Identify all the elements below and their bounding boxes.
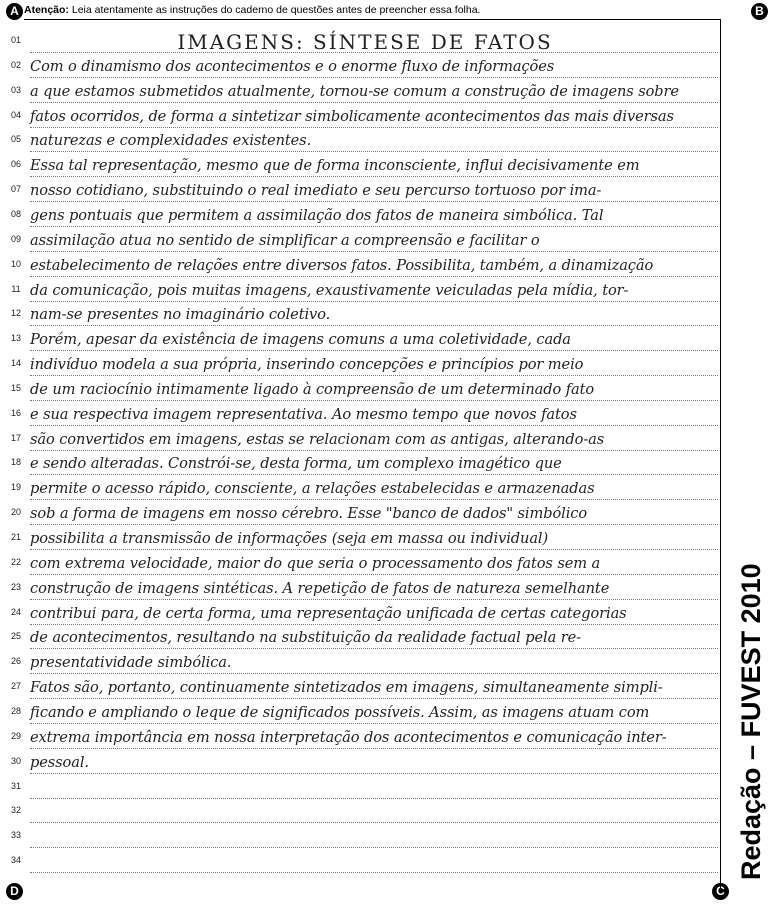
ruled-line xyxy=(30,474,718,475)
line-number: 28 xyxy=(10,705,21,716)
line-number: 08 xyxy=(10,208,21,219)
essay-line: Fatos são, portanto, continuamente sintetizados em imagens, simultaneamente simpli- xyxy=(30,679,663,697)
line-number: 33 xyxy=(10,830,21,841)
ruled-line xyxy=(30,251,718,252)
essay-line: nosso cotidiano, substituindo o real imediato e seu percurso tortuoso por ima- xyxy=(30,182,602,200)
line-number: 11 xyxy=(11,283,21,294)
ruled-line xyxy=(30,574,718,575)
essay-line: com extrema velocidade, maior do que seria o processamento dos fatos sem a xyxy=(30,554,601,572)
line-number: 12 xyxy=(10,308,21,319)
line-number: 01 xyxy=(10,35,21,45)
line-number: 17 xyxy=(10,432,21,443)
line-number: 26 xyxy=(10,656,21,667)
essay-line: extrema importância em nossa interpretação dos acontecimentos e comunicação inter- xyxy=(30,728,667,746)
ruled-line xyxy=(30,201,718,202)
line-number: 15 xyxy=(10,382,21,393)
ruled-line xyxy=(30,151,718,152)
essay-line: Porém, apesar da existência de imagens comuns a uma coletividade, cada xyxy=(30,331,571,349)
essay-line: permite o acesso rápido, consciente, a relações estabelecidas e armazenadas xyxy=(30,480,595,498)
ruled-line xyxy=(30,425,718,426)
ruled-line xyxy=(30,400,718,401)
line-number: 22 xyxy=(10,556,21,567)
essay-line: pessoal. xyxy=(30,753,89,771)
line-number: 13 xyxy=(10,333,21,344)
ruled-line xyxy=(30,499,718,500)
essay-line: da comunicação, pois muitas imagens, exaustivamente veiculadas pela mídia, tor- xyxy=(30,281,629,299)
line-number: 04 xyxy=(10,109,21,120)
ruled-line xyxy=(30,549,718,550)
essay-line: a que estamos submetidos atualmente, tornou-se comum a construção de imagens sobre xyxy=(30,82,679,100)
essay-line: presentatividade simbólica. xyxy=(30,654,232,672)
essay-line: construção de imagens sintéticas. A repetição de fatos de natureza semelhante xyxy=(30,579,610,597)
line-number: 27 xyxy=(10,681,21,692)
line-number: 16 xyxy=(10,407,21,418)
ruled-line xyxy=(30,723,718,724)
notice-text: Leia atentamente as instruções do caderno de questões antes de preencher essa folha. xyxy=(71,4,481,16)
ruled-line xyxy=(30,77,718,78)
line-number: 31 xyxy=(10,780,21,791)
corner-mark-c: C xyxy=(712,883,729,900)
ruled-line xyxy=(30,375,718,376)
line-number: 14 xyxy=(10,358,21,369)
line-number: 09 xyxy=(10,233,21,244)
line-number: 02 xyxy=(10,59,21,70)
essay-line: Essa tal representação, mesmo que de forma inconsciente, influi decisivamente em xyxy=(30,157,640,175)
essay-line: e sendo alteradas. Constrói-se, desta forma, um complexo imagético que xyxy=(30,455,562,473)
essay-line: estabelecimento de relações entre diversos fatos. Possibilita, também, a dinamização xyxy=(30,256,654,274)
ruled-line xyxy=(30,599,718,600)
essay-line: fatos ocorridos, de forma a sintetizar simbolicamente acontecimentos das mais diversas xyxy=(30,107,674,125)
line-number: 30 xyxy=(10,755,21,766)
ruled-line xyxy=(30,276,718,277)
ruled-line xyxy=(30,102,718,103)
ruled-line xyxy=(30,301,718,302)
ruled-line xyxy=(30,176,718,177)
ruled-line xyxy=(30,624,718,625)
line-number: 23 xyxy=(10,581,21,592)
line-number: 34 xyxy=(10,855,21,866)
essay-line: são convertidos em imagens, estas se relacionam com as antigas, alterando-as xyxy=(30,430,605,448)
line-number: 19 xyxy=(10,482,21,493)
essay-line: sob a forma de imagens em nosso cérebro. Esse "banco de dados" simbólico xyxy=(30,505,588,523)
line-number: 10 xyxy=(10,258,21,269)
corner-mark-d: D xyxy=(6,883,23,900)
line-number: 32 xyxy=(10,805,21,816)
essay-line: Com o dinamismo dos acontecimentos e o enorme fluxo de informações xyxy=(30,57,555,75)
side-label: Redação – FUVEST 2010 xyxy=(736,563,766,880)
essay-line: de um raciocínio intimamente ligado à compreensão de um determinado fato xyxy=(30,380,595,398)
corner-mark-a: A xyxy=(6,3,23,20)
essay-line: gens pontuais que permitem a assimilação dos fatos de maneira simbólica. Tal xyxy=(30,206,604,224)
line-number: 05 xyxy=(10,134,21,145)
essay-line: e sua respectiva imagem representativa. Ao mesmo tempo que novos fatos xyxy=(30,405,577,423)
ruled-line xyxy=(30,350,718,351)
ruled-line xyxy=(30,524,718,525)
ruled-line xyxy=(30,872,718,873)
ruled-line xyxy=(30,673,718,674)
ruled-line xyxy=(30,748,718,749)
ruled-line xyxy=(30,325,718,326)
ruled-line xyxy=(30,226,718,227)
notice-label: Atenção: xyxy=(24,4,69,16)
line-number: 06 xyxy=(10,159,21,170)
ruled-line xyxy=(30,698,718,699)
ruled-line xyxy=(30,847,718,848)
ruled-line xyxy=(30,822,718,823)
essay-line: contribui para, de certa forma, uma representação unificada de certas categorias xyxy=(30,604,627,622)
line-number: 25 xyxy=(10,631,21,642)
header-notice xyxy=(24,4,480,16)
ruled-line xyxy=(30,773,718,774)
essay-line: assimilação atua no sentido de simplificar a compreensão e facilitar o xyxy=(30,231,540,249)
line-number: 21 xyxy=(10,532,21,542)
essay-line: de acontecimentos, resultando na substituição da realidade factual pela re- xyxy=(30,629,581,647)
ruled-line xyxy=(30,127,718,128)
line-number: 07 xyxy=(10,184,21,195)
essay-line: indivíduo modela a sua própria, inserindo concepções e princípios por meio xyxy=(30,356,584,374)
essay-line: possibilita a transmissão de informações (seja em massa ou individual) xyxy=(30,530,549,547)
essay-title: IMAGENS: SÍNTESE DE FATOS xyxy=(177,30,553,54)
line-number: 29 xyxy=(10,730,21,741)
ruled-line xyxy=(30,798,718,799)
corner-mark-b: B xyxy=(751,3,768,20)
line-number: 03 xyxy=(10,84,21,95)
essay-line: ficando e ampliando o leque de significados possíveis. Assim, as imagens atuam com xyxy=(30,703,650,721)
line-number: 20 xyxy=(10,507,21,518)
ruled-line xyxy=(30,648,718,649)
essay-line: nam-se presentes no imaginário coletivo. xyxy=(30,306,331,324)
line-number: 24 xyxy=(10,606,21,617)
ruled-line xyxy=(30,450,718,451)
essay-line: naturezas e complexidades existentes. xyxy=(30,132,312,150)
line-number: 18 xyxy=(10,457,21,468)
